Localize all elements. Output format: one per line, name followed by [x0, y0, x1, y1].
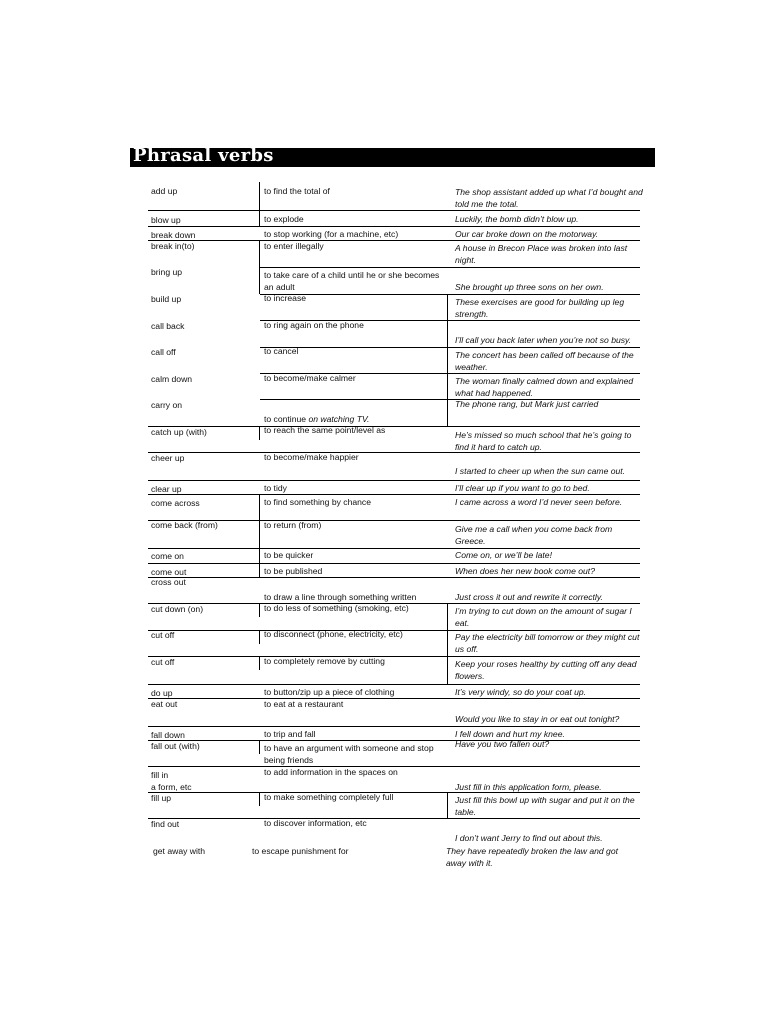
definition-cell: to escape punishment for	[252, 846, 349, 856]
verb-cell: call off	[151, 347, 176, 357]
example-cell: I’m trying to cut down on the amount of sugar I eat.	[455, 606, 632, 629]
definition-cell: to reach the same point/level as	[264, 425, 386, 435]
verb-cell: cut off	[151, 657, 175, 667]
definition-cell: to button/zip up a piece of clothing	[264, 687, 395, 697]
definition-cell: to stop working (for a machine, etc)	[264, 229, 399, 239]
example-cell: A house in Brecon Place was broken into last night.	[455, 243, 628, 266]
example-cell: I’ll call you back later when you’re not so busy.	[455, 335, 632, 345]
verb-cell: fall out (with)	[151, 741, 200, 751]
page-title-bar	[130, 145, 655, 167]
verb-cell: find out	[151, 819, 180, 829]
example-cell: Give me a call when you come back from Greece.	[455, 524, 613, 547]
definition-cell: to disconnect (phone, electricity, etc)	[264, 629, 403, 639]
verb-cell: get away with	[153, 846, 206, 856]
definition-cell: to trip and fall	[264, 729, 316, 739]
verb-cell: carry on	[151, 400, 183, 410]
verb-cell: cross out	[151, 577, 186, 587]
definition-cell: to return (from)	[264, 520, 322, 530]
example-cell: Our car broke down on the motorway.	[455, 229, 599, 239]
definition-cell: to find something by chance	[264, 497, 372, 507]
definition-cell: to continue on watching TV.	[264, 414, 370, 424]
verb-cell: call back	[151, 321, 185, 331]
verb-cell: do up	[151, 688, 173, 698]
definition-cell: to become/make calmer	[264, 373, 356, 383]
example-cell: I started to cheer up when the sun came out.	[455, 466, 626, 476]
example-cell: Come on, or we’ll be late!	[455, 550, 552, 560]
verb-cell-extra: a form, etc	[151, 782, 192, 792]
definition-cell: to take care of a child until he or she becomes an adult	[264, 270, 440, 293]
verb-cell: break in(to)	[151, 241, 195, 251]
example-cell: I’ll clear up if you want to go to bed.	[455, 483, 590, 493]
example-cell: When does her new book come out?	[455, 566, 595, 576]
example-cell: It’s very windy, so do your coat up.	[455, 687, 587, 697]
definition-cell: to do less of something (smoking, etc)	[264, 603, 409, 613]
example-cell: Keep your roses healthy by cutting off any dead flowers.	[455, 659, 637, 682]
example-cell: The concert has been called off because of the weather.	[455, 350, 634, 373]
verb-cell: calm down	[151, 374, 193, 384]
definition-cell: to explode	[264, 214, 304, 224]
example-cell: Just fill in this application form, please.	[455, 782, 602, 792]
verb-cell: come out	[151, 567, 187, 577]
example-cell: The woman finally calmed down and explained what had happened.	[455, 376, 634, 399]
definition-cell: to find the total of	[264, 186, 330, 196]
verb-cell: catch up (with)	[151, 427, 207, 437]
definition-cell: to draw a line through something written	[264, 592, 417, 602]
definition-cell: to increase	[264, 293, 307, 303]
definition-cell: to eat at a restaurant	[264, 699, 344, 709]
definition-cell: to become/make happier	[264, 452, 359, 462]
example-cell: The phone rang, but Mark just carried	[455, 399, 599, 409]
verb-cell: add up	[151, 186, 178, 196]
example-cell: I fell down and hurt my knee.	[455, 729, 565, 739]
example-cell: The shop assistant added up what I’d bought and told me the total.	[455, 187, 643, 210]
definition-cell: to make something completely full	[264, 792, 394, 802]
example-cell: Have you two fallen out?	[455, 739, 550, 749]
definition-cell: to cancel	[264, 346, 299, 356]
example-cell: They have repeatedly broken the law and got away with it.	[446, 846, 618, 869]
verb-cell: cut off	[151, 630, 175, 640]
example-cell: She brought up three sons on her own.	[455, 282, 604, 292]
verb-cell: fill up	[151, 793, 172, 803]
verb-cell: cut down (on)	[151, 604, 204, 614]
verb-cell: blow up	[151, 215, 181, 225]
verb-cell: clear up	[151, 484, 182, 494]
definition-cell: to completely remove by cutting	[264, 656, 385, 666]
definition-cell: to discover information, etc	[264, 818, 367, 828]
example-cell: Just fill this bowl up with sugar and put it on the table.	[455, 795, 635, 818]
verb-cell: bring up	[151, 267, 183, 277]
verb-cell: cheer up	[151, 453, 185, 463]
definition-cell: to be quicker	[264, 550, 314, 560]
example-cell: Luckily, the bomb didn’t blow up.	[455, 214, 579, 224]
verb-cell: break down	[151, 230, 196, 240]
page-title: Phrasal verbs	[133, 145, 274, 166]
verb-cell: come on	[151, 551, 184, 561]
verb-cell: come back (from)	[151, 520, 218, 530]
example-cell: He’s missed so much school that he’s going to find it hard to catch up.	[455, 430, 632, 453]
example-cell: These exercises are good for building up leg strength.	[455, 297, 625, 320]
example-cell: Just cross it out and rewrite it correctly.	[455, 592, 603, 602]
example-cell: Would you like to stay in or eat out tonight?	[455, 714, 620, 724]
definition-cell: to be published	[264, 566, 323, 576]
definition-cell: to ring again on the phone	[264, 320, 364, 330]
verb-cell: fill in	[151, 770, 169, 780]
example-cell: I don’t want Jerry to find out about this.	[455, 833, 603, 843]
example-cell: I came across a word I’d never seen before.	[455, 497, 623, 507]
verb-cell: eat out	[151, 699, 178, 709]
example-cell: Pay the electricity bill tomorrow or they might cut us off.	[455, 632, 640, 655]
definition-cell: to have an argument with someone and stop being friends	[264, 743, 434, 766]
verb-cell: build up	[151, 294, 182, 304]
definition-cell: to tidy	[264, 483, 287, 493]
definition-cell: to enter illegally	[264, 241, 324, 251]
verb-cell: come across	[151, 498, 200, 508]
definition-cell: to add information in the spaces on	[264, 767, 398, 777]
verb-cell: fall down	[151, 730, 185, 740]
